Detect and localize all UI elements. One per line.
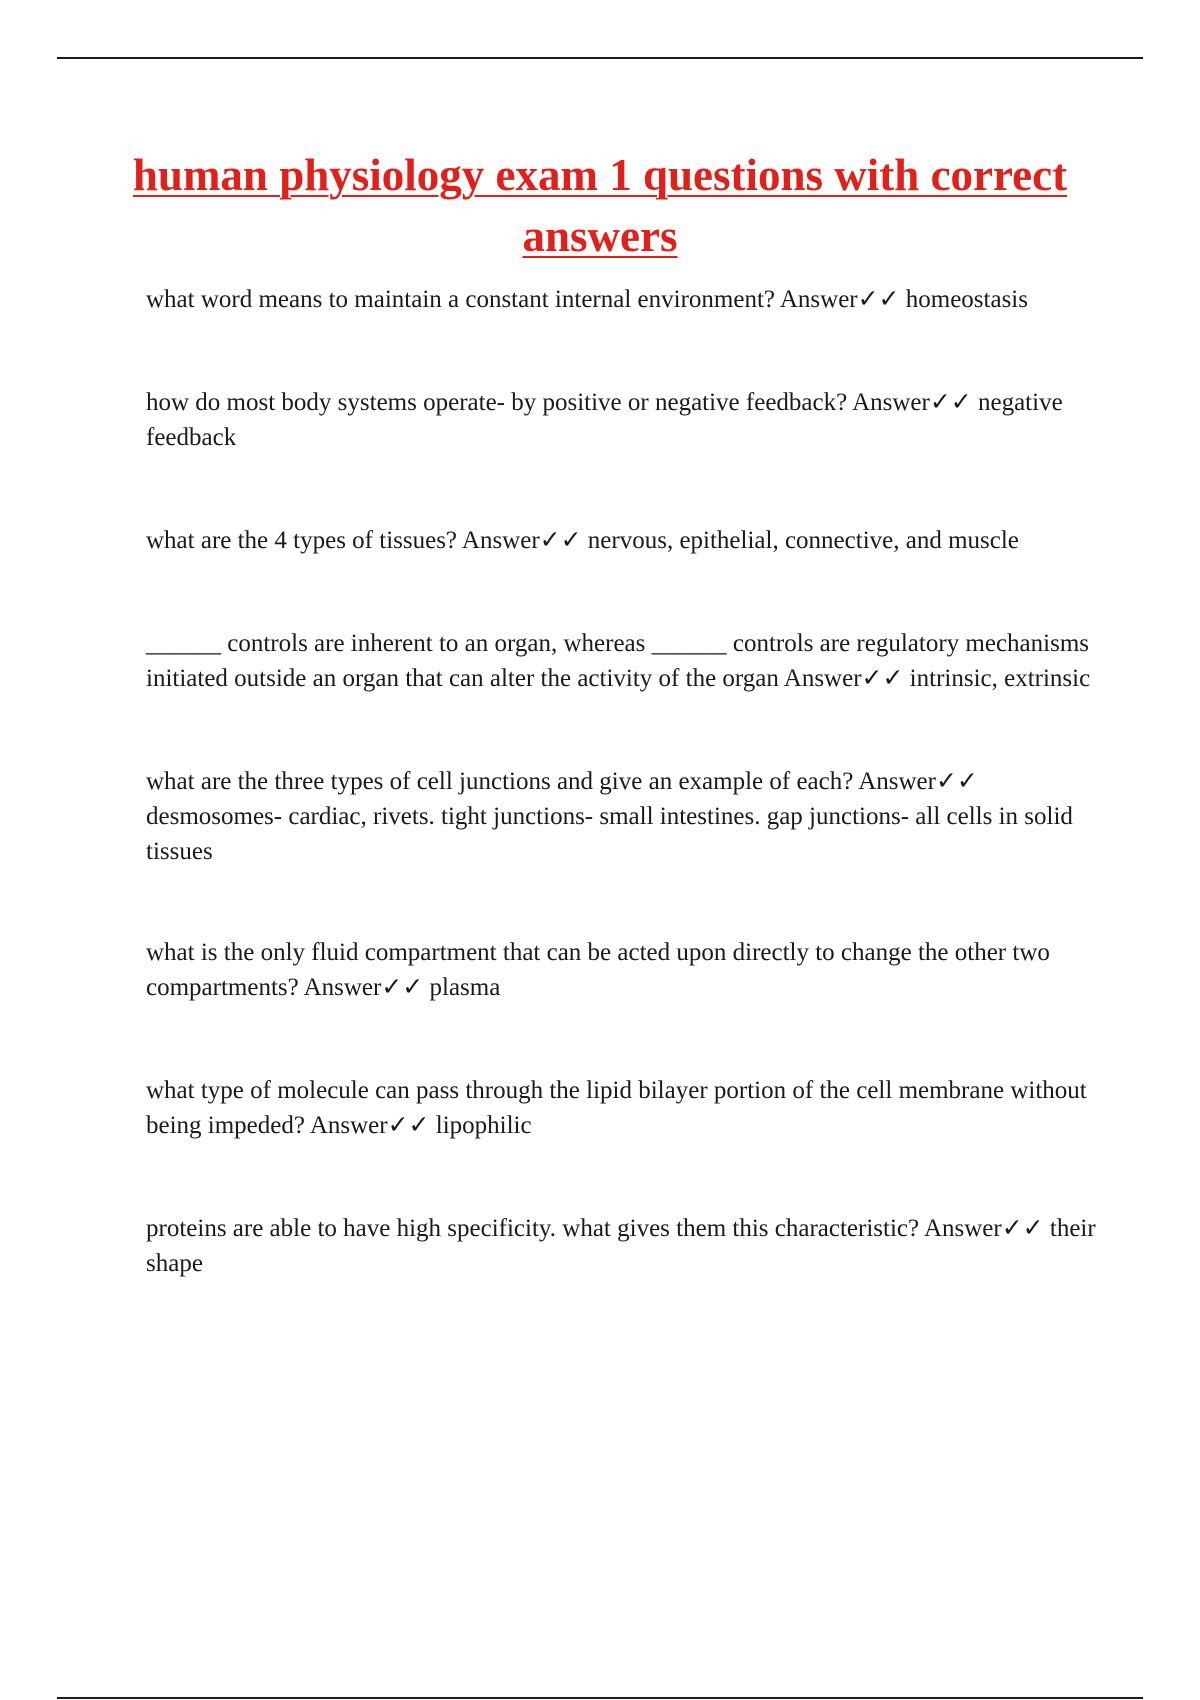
qa-item-8: proteins are able to have high specificity. what gives them this characteristic? Answer✓✓ their shape	[146, 1215, 1096, 1277]
qa-item-7: what type of molecule can pass through the lipid bilayer portion of the cell membrane without being impeded? Answer✓✓ lipophilic	[146, 1077, 1087, 1139]
bottom-rule	[57, 1697, 1143, 1699]
document-title: human physiology exam 1 questions with correct answers	[132, 150, 1068, 261]
qa-item-2: how do most body systems operate- by positive or negative feedback? Answer✓✓ negative feedback	[146, 389, 1063, 451]
qa-item-6: what is the only fluid compartment that can be acted upon directly to change the other two compartments? Answer✓✓ plasma	[146, 939, 1050, 1001]
qa-item-1: what word means to maintain a constant internal environment? Answer✓✓ homeostasis	[146, 286, 1028, 313]
qa-list	[146, 282, 1096, 1349]
qa-item-5: what are the three types of cell junctions and give an example of each? Answer✓✓ desmosomes- cardiac, rivets. tight junctions- small intestines. gap junctions- all cells in solid tissues	[146, 768, 1073, 865]
qa-item-4: ______ controls are inherent to an organ, whereas ______ controls are regulatory mechanisms initiated outside an organ that can alter the activity of the organ Answer✓✓ intrinsic, extrinsic	[146, 630, 1091, 692]
qa-item-3: what are the 4 types of tissues? Answer✓✓ nervous, epithelial, connective, and muscle	[146, 527, 1019, 554]
top-rule	[57, 57, 1143, 59]
